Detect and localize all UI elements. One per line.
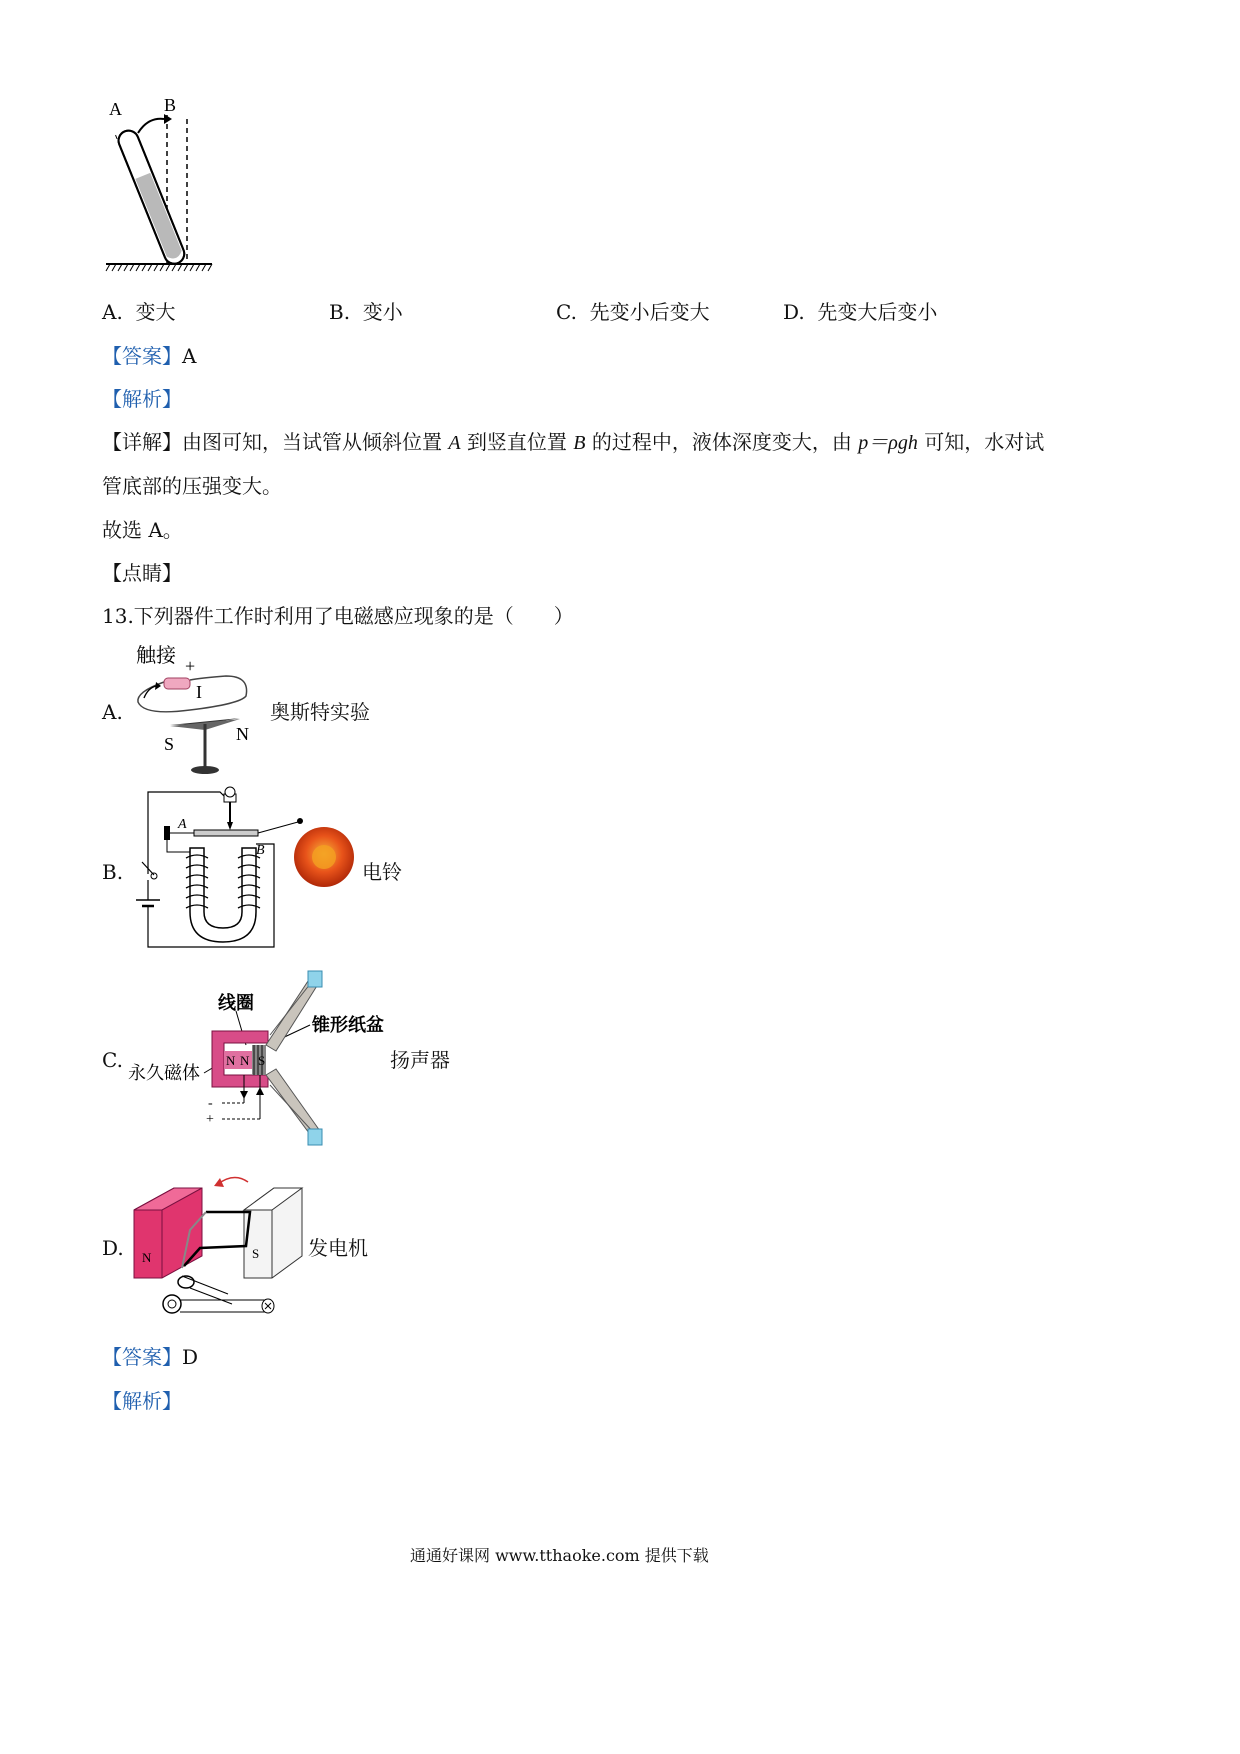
label-armature-a: A: [178, 817, 187, 832]
label-cone: 锥形纸盆: [312, 1015, 384, 1035]
q12-comment-tag: 【点睛】: [102, 561, 182, 585]
label-permanent-magnet: 永久磁体: [128, 1063, 200, 1083]
speaker-figure: [126, 965, 396, 1150]
q13-option-d-letter[interactable]: D.: [102, 1236, 124, 1260]
label-b: B: [164, 95, 177, 115]
generator-figure: [128, 1170, 308, 1320]
q13-analysis-tag: 【解析】: [102, 1389, 182, 1413]
option-letter: D.: [783, 300, 805, 324]
speaker-caption: 扬声器: [390, 1048, 450, 1072]
option-text: 先变大后变小: [817, 300, 938, 324]
label-coil: 线圈: [218, 993, 254, 1013]
option-text: 先变小后变大: [589, 300, 710, 324]
electric-bell-figure: [128, 782, 358, 952]
generator-caption: 发电机: [308, 1236, 368, 1260]
detail-text: 由图可知，当试管从倾斜位置: [182, 430, 442, 454]
q13-option-c-letter[interactable]: C.: [102, 1048, 123, 1072]
test-tube-figure: [100, 95, 230, 285]
detail-text: 可知，水对试: [924, 430, 1045, 454]
detail-text: 的过程中，液体深度变大，由: [591, 430, 852, 454]
q13-option-b-letter[interactable]: B.: [102, 860, 124, 884]
label-magnet-b: B: [256, 843, 265, 858]
bell-caption: 电铃: [362, 860, 402, 884]
option-letter: A.: [102, 300, 123, 324]
oersted-figure: [130, 640, 270, 780]
label-north: N: [236, 724, 249, 744]
q12-detail-line2: 管底部的压强变大。: [102, 474, 282, 498]
label-south: S: [164, 734, 175, 754]
label-magnet-n2: N: [240, 1053, 250, 1068]
label-magnet-s: S: [258, 1053, 266, 1068]
page-footer: 通通好课网 www.tthaoke.com 提供下载: [410, 1546, 709, 1565]
q12-answer: [102, 344, 196, 368]
answer-value: A: [182, 344, 197, 368]
option-text: 变小: [362, 300, 403, 324]
q12-conclusion: 故选 A。: [102, 518, 183, 542]
label-current: I: [196, 682, 202, 702]
answer-tag: 【答案】: [102, 344, 182, 368]
detail-text: 到竖直位置: [466, 430, 567, 454]
q12-option-d[interactable]: [783, 300, 937, 324]
label-plus: +: [185, 656, 196, 676]
answer-tag: 【答案】: [102, 1345, 182, 1369]
q12-option-b[interactable]: [329, 300, 403, 324]
q12-detail-line1: [102, 430, 1044, 455]
var-b: B: [573, 432, 586, 454]
oersted-caption: 奥斯特实验: [270, 700, 370, 724]
label-magnet-n1: N: [226, 1053, 236, 1068]
option-text: 变大: [135, 300, 176, 324]
q12-analysis-tag: 【解析】: [102, 387, 182, 411]
label-north-pole: N: [142, 1250, 152, 1265]
q12-option-a[interactable]: [102, 300, 176, 324]
label-minus: -: [208, 1096, 213, 1111]
label-a: A: [109, 99, 122, 119]
pressure-formula: p＝ρgh: [858, 432, 918, 454]
label-south-pole: S: [252, 1246, 260, 1261]
var-a: A: [448, 432, 461, 454]
q13-answer: [102, 1345, 198, 1369]
label-touch: 触接: [136, 645, 176, 667]
q13-stem: 13.下列器件工作时利用了电磁感应现象的是（ ）: [102, 604, 574, 628]
answer-value: D: [182, 1345, 199, 1369]
option-letter: C.: [556, 300, 577, 324]
q12-option-c[interactable]: [556, 300, 710, 324]
q13-option-a-letter[interactable]: A.: [102, 700, 123, 724]
detail-tag: 【详解】: [102, 430, 182, 454]
label-plus: +: [206, 1112, 214, 1127]
option-letter: B.: [329, 300, 351, 324]
